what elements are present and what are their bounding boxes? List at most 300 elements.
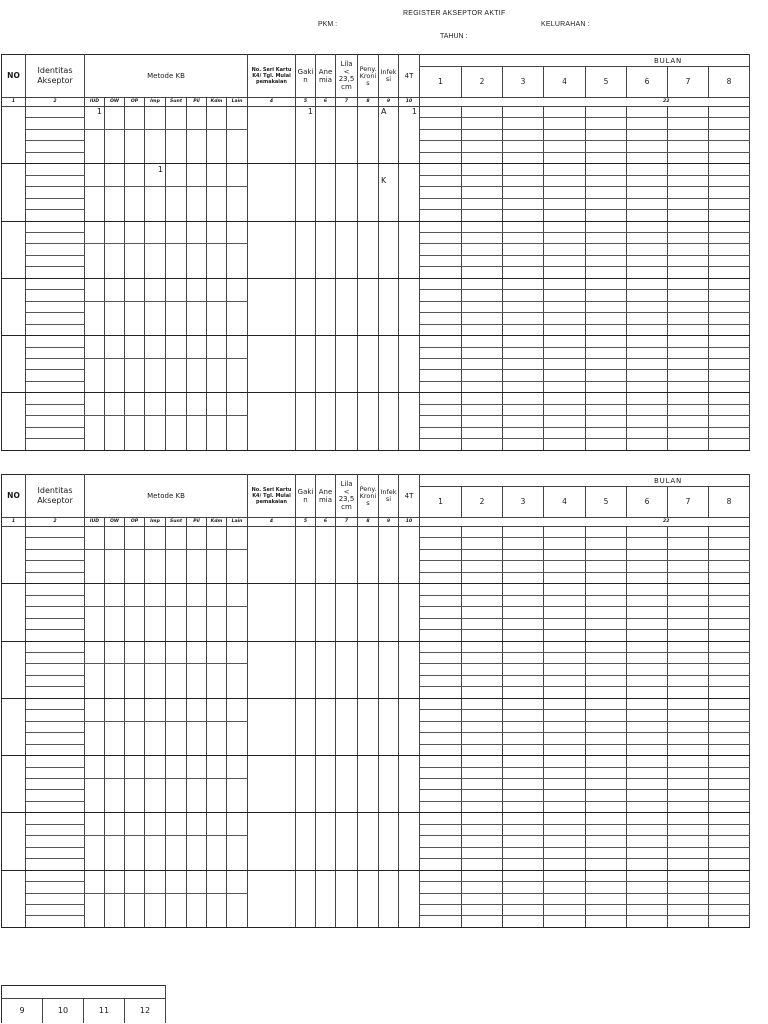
cell-bulan-7: [668, 733, 709, 744]
cell-bulan-2: [462, 107, 503, 118]
cell-metode-ow: [105, 916, 125, 927]
cell-bulan-8: [709, 198, 750, 209]
cell-bulan-2: [462, 721, 503, 732]
cell-bulan-8: [709, 859, 750, 870]
cell-no-seri: [248, 584, 296, 641]
cell-anemia: [316, 427, 336, 438]
cell-bulan-7: [668, 370, 709, 381]
cell-bulan-5: [586, 870, 627, 881]
cell-metode-ow: [105, 527, 125, 538]
cell-metode-pil: [187, 847, 207, 858]
cell-metode-pil: [187, 198, 207, 209]
cell-infeksi: A: [379, 107, 399, 118]
cell-bulan-7: [668, 393, 709, 404]
cell-bulan-8: [709, 561, 750, 572]
cell-metode-imp: [145, 152, 166, 163]
cell-bulan-7: [668, 767, 709, 778]
cell-metode-imp: [145, 859, 166, 870]
cell-bulan-3: [503, 381, 544, 392]
cell-metode-ow: [105, 324, 125, 335]
cell-lila: [336, 141, 358, 152]
cell-t4: [399, 572, 420, 583]
cell-bulan-4: [544, 232, 586, 243]
cell-no: [2, 813, 26, 870]
cell-metode-pil: [187, 221, 207, 232]
cell-bulan-3: [503, 232, 544, 243]
cell-bulan-6: [627, 187, 668, 198]
cell-bulan-3: [503, 244, 544, 255]
cell-identitas: [26, 549, 85, 560]
cell-bulan-8: [709, 290, 750, 301]
cell-metode-iud: [85, 118, 105, 129]
cell-bulan-2: [462, 301, 503, 312]
cell-metode-iud: [85, 210, 105, 221]
table-row: [2, 549, 750, 560]
cell-bulan-7: [668, 301, 709, 312]
cell-bulan-2: [462, 152, 503, 163]
cell-anemia: [316, 916, 336, 927]
cell-metode-ow: [105, 652, 125, 663]
header-infeksi: Infeksi: [379, 475, 399, 518]
cell-metode-kdm: [207, 301, 227, 312]
cell-no-seri: [248, 756, 296, 813]
cell-anemia: [316, 664, 336, 675]
header-row-top: [2, 55, 750, 67]
register-table-1: [1, 54, 750, 451]
cell-anemia: [316, 301, 336, 312]
cell-metode-imp: [145, 767, 166, 778]
cell-metode-op: [125, 630, 145, 641]
cell-metode-kdm: [207, 538, 227, 549]
cell-bulan-5: [586, 187, 627, 198]
cell-lila: [336, 630, 358, 641]
cell-metode-op: [125, 687, 145, 698]
cell-metode-ow: [105, 393, 125, 404]
cell-bulan-2: [462, 630, 503, 641]
cell-bulan-4: [544, 607, 586, 618]
cell-metode-imp: [145, 813, 166, 824]
cell-peny-kronis: [358, 324, 379, 335]
cell-bulan-6: [627, 744, 668, 755]
cell-bulan-7: [668, 221, 709, 232]
cell-gakin: [296, 836, 316, 847]
metode-sub-pil: Pil: [187, 518, 207, 527]
cell-bulan-7: [668, 801, 709, 812]
number-lila: 7: [336, 518, 358, 527]
cell-metode-iud: [85, 572, 105, 583]
cell-t4: [399, 893, 420, 904]
cell-anemia: [316, 324, 336, 335]
cell-gakin: [296, 778, 316, 789]
cell-metode-kdm: [207, 904, 227, 915]
cell-metode-iud: [85, 416, 105, 427]
table-row: [2, 790, 750, 801]
cell-metode-sunt: [166, 630, 187, 641]
header-month-8: 8: [709, 67, 750, 98]
cell-bulan-4: [544, 107, 586, 118]
cell-no: [2, 698, 26, 755]
cell-gakin: [296, 893, 316, 904]
cell-metode-kdm: [207, 187, 227, 198]
cell-metode-iud: [85, 687, 105, 698]
cell-metode-kdm: [207, 290, 227, 301]
cell-metode-ow: [105, 630, 125, 641]
cell-lila: [336, 538, 358, 549]
cell-peny-kronis: [358, 675, 379, 686]
cell-lila: [336, 255, 358, 266]
cell-metode-lain: [227, 152, 248, 163]
cell-metode-ow: [105, 175, 125, 186]
cell-lila: [336, 347, 358, 358]
cell-infeksi: [379, 347, 399, 358]
cell-identitas: [26, 404, 85, 415]
cell-bulan-2: [462, 836, 503, 847]
cell-bulan-7: [668, 618, 709, 629]
cell-peny-kronis: [358, 733, 379, 744]
cell-gakin: [296, 198, 316, 209]
cell-metode-lain: [227, 221, 248, 232]
cell-bulan-1: [420, 187, 462, 198]
cell-bulan-4: [544, 882, 586, 893]
cell-t4: [399, 538, 420, 549]
table-row: [2, 756, 750, 767]
cell-peny-kronis: [358, 358, 379, 369]
cell-bulan-3: [503, 572, 544, 583]
cell-infeksi: [379, 641, 399, 652]
cell-bulan-7: [668, 141, 709, 152]
cell-bulan-8: [709, 618, 750, 629]
cell-infeksi: [379, 187, 399, 198]
cell-anemia: [316, 232, 336, 243]
cell-bulan-2: [462, 698, 503, 709]
cell-bulan-8: [709, 152, 750, 163]
cell-metode-pil: [187, 118, 207, 129]
cell-identitas: [26, 255, 85, 266]
table-row: [2, 267, 750, 278]
cell-peny-kronis: [358, 664, 379, 675]
cell-infeksi: [379, 710, 399, 721]
table-row: [2, 290, 750, 301]
cell-t4: [399, 255, 420, 266]
cell-gakin: [296, 641, 316, 652]
cell-metode-iud: [85, 618, 105, 629]
cell-metode-sunt: [166, 801, 187, 812]
cell-metode-sunt: [166, 538, 187, 549]
cell-metode-iud: [85, 267, 105, 278]
cell-identitas: [26, 370, 85, 381]
cell-metode-iud: [85, 255, 105, 266]
cell-bulan-1: [420, 404, 462, 415]
cell-gakin: [296, 882, 316, 893]
cell-bulan-7: [668, 404, 709, 415]
cell-metode-lain: [227, 801, 248, 812]
cell-metode-lain: [227, 744, 248, 755]
cell-anemia: [316, 836, 336, 847]
cell-metode-pil: [187, 427, 207, 438]
cell-bulan-1: [420, 813, 462, 824]
cell-metode-iud: [85, 358, 105, 369]
cell-metode-iud: [85, 710, 105, 721]
cell-bulan-8: [709, 778, 750, 789]
register-table-2: [1, 474, 750, 928]
cell-t4: [399, 630, 420, 641]
cell-bulan-7: [668, 427, 709, 438]
cell-bulan-2: [462, 641, 503, 652]
cell-metode-iud: [85, 393, 105, 404]
cell-metode-sunt: [166, 527, 187, 538]
cell-bulan-4: [544, 267, 586, 278]
cell-metode-pil: [187, 324, 207, 335]
cell-identitas: [26, 687, 85, 698]
cell-metode-op: [125, 584, 145, 595]
cell-bulan-4: [544, 675, 586, 686]
header-month-2: 2: [462, 67, 503, 98]
cell-anemia: [316, 290, 336, 301]
number-no-seri: 4: [248, 518, 296, 527]
cell-bulan-1: [420, 710, 462, 721]
cell-metode-lain: [227, 118, 248, 129]
table-row: [2, 767, 750, 778]
cell-identitas: [26, 836, 85, 847]
cell-peny-kronis: [358, 175, 379, 186]
cell-metode-pil: [187, 756, 207, 767]
cell-no: [2, 107, 26, 164]
cell-infeksi: [379, 836, 399, 847]
cell-bulan-5: [586, 698, 627, 709]
cell-metode-pil: [187, 904, 207, 915]
cell-peny-kronis: [358, 847, 379, 858]
cell-bulan-4: [544, 210, 586, 221]
cell-bulan-8: [709, 630, 750, 641]
number-infeksi: 9: [379, 518, 399, 527]
cell-anemia: [316, 175, 336, 186]
cell-gakin: [296, 824, 316, 835]
cell-gakin: [296, 232, 316, 243]
cell-bulan-5: [586, 882, 627, 893]
cell-metode-op: [125, 527, 145, 538]
cell-bulan-6: [627, 904, 668, 915]
cell-metode-pil: [187, 618, 207, 629]
cell-anemia: [316, 882, 336, 893]
table-row: [2, 404, 750, 415]
cell-metode-iud: [85, 404, 105, 415]
cell-peny-kronis: [358, 790, 379, 801]
cell-infeksi: [379, 324, 399, 335]
cell-metode-kdm: [207, 813, 227, 824]
cell-bulan-4: [544, 221, 586, 232]
cell-metode-kdm: [207, 198, 227, 209]
cell-peny-kronis: [358, 687, 379, 698]
cell-t4: [399, 733, 420, 744]
cell-bulan-3: [503, 404, 544, 415]
cell-metode-sunt: [166, 607, 187, 618]
cell-gakin: [296, 358, 316, 369]
cell-metode-imp: [145, 744, 166, 755]
cell-peny-kronis: [358, 107, 379, 118]
cell-metode-op: [125, 744, 145, 755]
cell-bulan-1: [420, 561, 462, 572]
cell-bulan-3: [503, 347, 544, 358]
cell-gakin: [296, 244, 316, 255]
cell-metode-lain: [227, 175, 248, 186]
cell-no: [2, 164, 26, 221]
cell-anemia: [316, 381, 336, 392]
cell-metode-iud: [85, 756, 105, 767]
cell-bulan-4: [544, 641, 586, 652]
cell-gakin: [296, 187, 316, 198]
cell-bulan-3: [503, 336, 544, 347]
cell-metode-sunt: [166, 221, 187, 232]
cell-metode-iud: [85, 698, 105, 709]
cell-bulan-3: [503, 107, 544, 118]
header-month-6: 6: [627, 487, 668, 518]
cell-gakin: [296, 141, 316, 152]
table-row: [2, 255, 750, 266]
cell-gakin: [296, 221, 316, 232]
cell-bulan-7: [668, 164, 709, 175]
table-row: [2, 393, 750, 404]
cell-metode-op: [125, 870, 145, 881]
cell-identitas: [26, 847, 85, 858]
metode-sub-lain: Lain: [227, 98, 248, 107]
cell-anemia: [316, 538, 336, 549]
cell-bulan-8: [709, 916, 750, 927]
cell-identitas: [26, 641, 85, 652]
cell-metode-iud: [85, 561, 105, 572]
cell-bulan-1: [420, 893, 462, 904]
cell-bulan-7: [668, 607, 709, 618]
header-month-1: 1: [420, 487, 462, 518]
cell-bulan-1: [420, 107, 462, 118]
cell-metode-ow: [105, 687, 125, 698]
cell-metode-imp: [145, 687, 166, 698]
cell-metode-lain: [227, 198, 248, 209]
number-peny-kronis: 8: [358, 98, 379, 107]
cell-peny-kronis: [358, 278, 379, 289]
cell-infeksi: [379, 221, 399, 232]
cell-gakin: [296, 652, 316, 663]
cell-metode-ow: [105, 710, 125, 721]
cell-metode-lain: [227, 595, 248, 606]
cell-bulan-6: [627, 221, 668, 232]
cell-metode-op: [125, 416, 145, 427]
cell-bulan-2: [462, 416, 503, 427]
cell-identitas: [26, 893, 85, 904]
table-header: [2, 475, 750, 527]
cell-lila: [336, 801, 358, 812]
cell-anemia: [316, 675, 336, 686]
cell-lila: [336, 847, 358, 858]
cell-bulan-6: [627, 301, 668, 312]
cell-metode-ow: [105, 744, 125, 755]
cell-infeksi: [379, 129, 399, 140]
cell-lila: [336, 744, 358, 755]
cell-metode-iud: [85, 381, 105, 392]
cell-infeksi: [379, 232, 399, 243]
cell-bulan-3: [503, 813, 544, 824]
cell-bulan-1: [420, 687, 462, 698]
cell-t4: [399, 278, 420, 289]
cell-identitas: [26, 336, 85, 347]
cell-bulan-8: [709, 187, 750, 198]
cell-infeksi: [379, 859, 399, 870]
cell-metode-kdm: [207, 572, 227, 583]
cell-metode-kdm: [207, 164, 227, 175]
cell-metode-iud: [85, 221, 105, 232]
cell-bulan-6: [627, 404, 668, 415]
cell-bulan-4: [544, 652, 586, 663]
cell-metode-sunt: [166, 721, 187, 732]
cell-metode-imp: [145, 336, 166, 347]
cell-identitas: [26, 607, 85, 618]
cell-bulan-3: [503, 278, 544, 289]
cell-metode-pil: [187, 336, 207, 347]
cell-metode-kdm: [207, 870, 227, 881]
cell-bulan-5: [586, 549, 627, 560]
cell-metode-op: [125, 561, 145, 572]
cell-metode-lain: [227, 347, 248, 358]
cell-bulan-2: [462, 527, 503, 538]
cell-metode-ow: [105, 439, 125, 450]
cell-gakin: [296, 527, 316, 538]
cell-t4: [399, 595, 420, 606]
cell-bulan-6: [627, 439, 668, 450]
cell-t4: [399, 336, 420, 347]
cell-metode-iud: [85, 439, 105, 450]
cell-bulan-3: [503, 687, 544, 698]
cell-lila: [336, 893, 358, 904]
cell-metode-imp: [145, 107, 166, 118]
cell-bulan-1: [420, 824, 462, 835]
number-no: 1: [2, 518, 26, 527]
cell-bulan-6: [627, 675, 668, 686]
cell-metode-ow: [105, 404, 125, 415]
cell-bulan-7: [668, 778, 709, 789]
cell-metode-ow: [105, 427, 125, 438]
header-month-2: 2: [462, 487, 503, 518]
cell-bulan-3: [503, 836, 544, 847]
cell-metode-kdm: [207, 778, 227, 789]
cell-bulan-8: [709, 164, 750, 175]
cell-anemia: [316, 710, 336, 721]
cell-no-seri: [248, 393, 296, 450]
cell-bulan-3: [503, 824, 544, 835]
cell-bulan-1: [420, 118, 462, 129]
cell-bulan-6: [627, 381, 668, 392]
cell-bulan-5: [586, 107, 627, 118]
cell-identitas: [26, 141, 85, 152]
cell-t4: [399, 129, 420, 140]
table-row: [2, 801, 750, 812]
cell-metode-ow: [105, 847, 125, 858]
cell-peny-kronis: [358, 801, 379, 812]
cell-t4: [399, 801, 420, 812]
cell-metode-sunt: [166, 439, 187, 450]
cell-bulan-4: [544, 164, 586, 175]
cell-metode-pil: [187, 301, 207, 312]
cell-metode-imp: [145, 607, 166, 618]
cell-bulan-4: [544, 118, 586, 129]
cell-bulan-1: [420, 641, 462, 652]
cell-metode-op: [125, 129, 145, 140]
cell-infeksi: [379, 255, 399, 266]
cell-bulan-1: [420, 549, 462, 560]
cell-identitas: [26, 267, 85, 278]
cell-bulan-1: [420, 652, 462, 663]
metode-sub-sunt: Sunt: [166, 98, 187, 107]
cell-metode-sunt: [166, 652, 187, 663]
metode-sub-ow: OW: [105, 98, 125, 107]
